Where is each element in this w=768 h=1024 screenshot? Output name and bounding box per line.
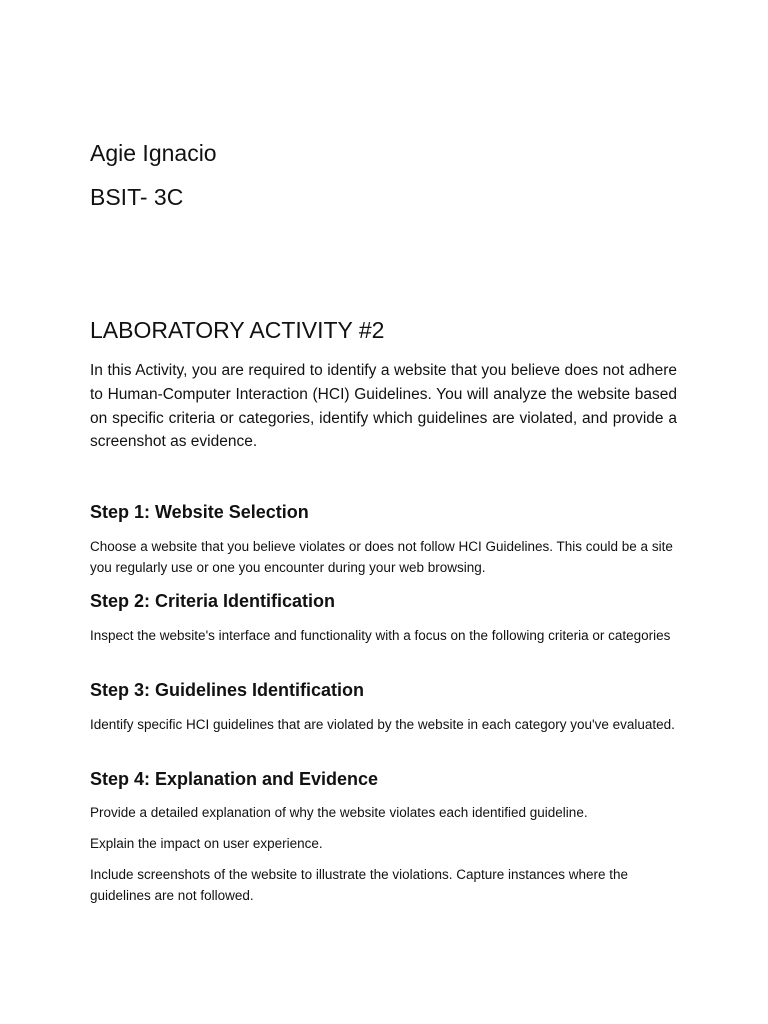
- step-1-heading: Step 1: Website Selection: [90, 502, 309, 522]
- step-1-text: Choose a website that you believe violates or does not follow HCI Guidelines. This could be a site you regularly use or one you encounter during your web browsing.: [90, 539, 673, 575]
- activity-title: LABORATORY ACTIVITY #2: [90, 317, 385, 343]
- step-4-text-impact: Explain the impact on user experience.: [90, 836, 323, 851]
- student-section: BSIT- 3C: [90, 184, 184, 210]
- step-4-heading: Step 4: Explanation and Evidence: [90, 769, 379, 789]
- step-2-text: Inspect the website's interface and functionality with a focus on the following criteria or categories: [90, 628, 671, 643]
- step-4-text-screenshots: Include screenshots of the website to illustrate the violations. Capture instances where the guidelines are not followed.: [90, 867, 629, 903]
- step-3-heading: Step 3: Guidelines Identification: [90, 680, 365, 700]
- step-2-heading: Step 2: Criteria Identification: [90, 591, 336, 611]
- activity-intro: In this Activity, you are required to identify a website that you believe does not adhere to Human-Computer Interaction (HCI) Guidelines. You will analyze the website based on specific criteria or categories, identify which guidelines are violated, and provide a screenshot as evidence.: [90, 362, 677, 451]
- step-4-text-explanation: Provide a detailed explanation of why the website violates each identified guideline.: [90, 805, 588, 820]
- student-name: Agie Ignacio: [90, 140, 217, 166]
- step-3-text: Identify specific HCI guidelines that are violated by the website in each category you've evaluated.: [90, 717, 675, 732]
